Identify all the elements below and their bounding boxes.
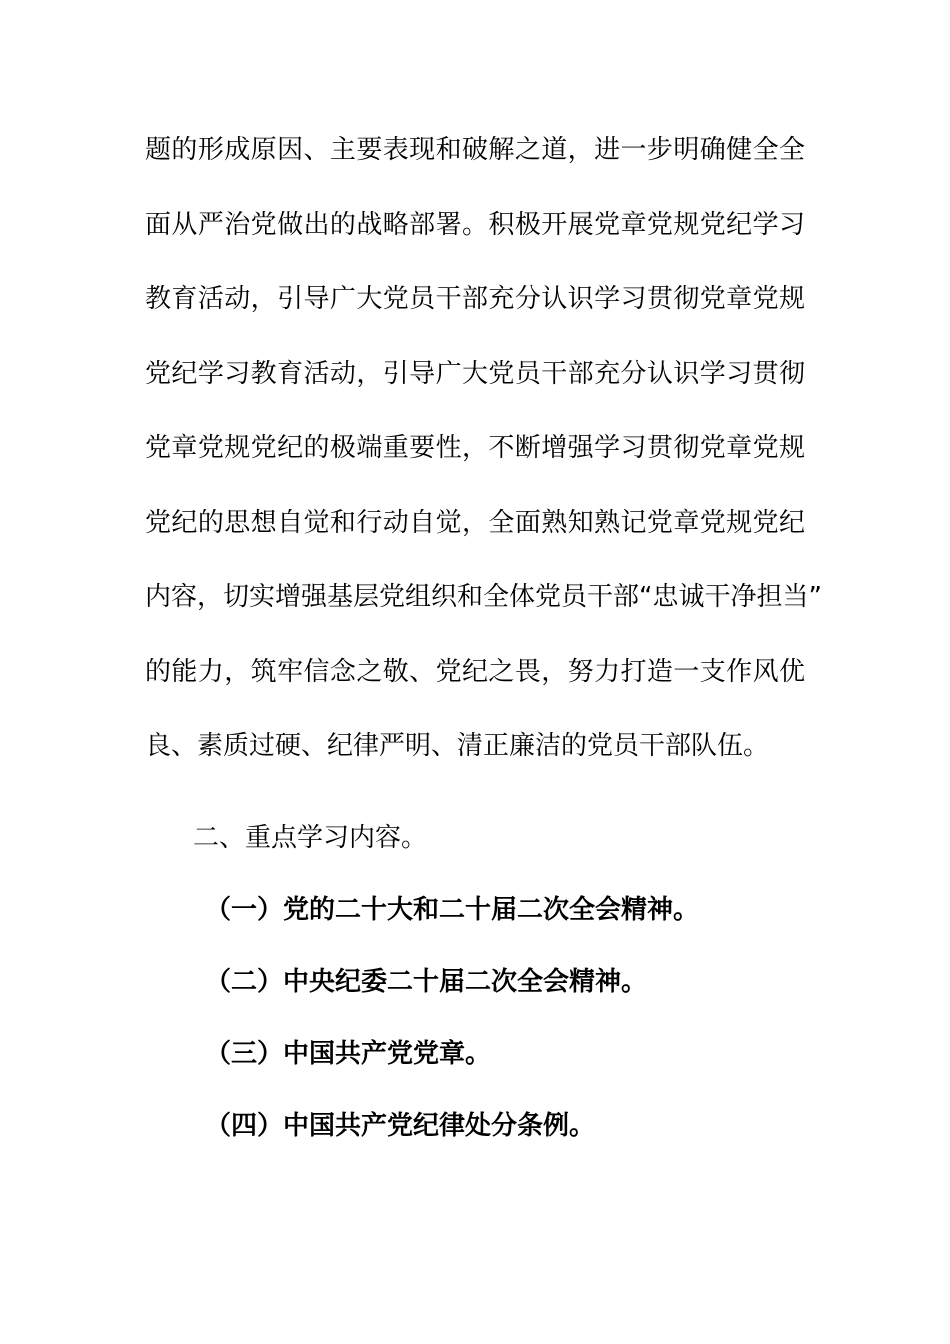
- paragraph-line: 党纪的思想自觉和行动自觉，全面熟知熟记党章党规党纪: [145, 508, 805, 538]
- paragraph-line-last: 良、素质过硬、纪律严明、清正廉洁的党员干部队伍。: [145, 731, 770, 761]
- paragraph-line: 内容，切实增强基层党组织和全体党员干部“忠诚干净担当”: [145, 582, 822, 612]
- paragraph-line: 题的形成原因、主要表现和破解之道，进一步明确健全全: [145, 135, 805, 165]
- paragraph-line: 的能力，筑牢信念之敬、党纪之畏，努力打造一支作风优: [145, 657, 805, 687]
- paragraph-line: 党章党规党纪的极端重要性，不断增强学习贯彻党章党规: [145, 433, 805, 463]
- paragraph-line: 面从严治党做出的战略部署。积极开展党章党规党纪学习: [145, 210, 805, 240]
- list-item: （二）中央纪委二十届二次全会精神。: [205, 967, 648, 997]
- list-item: （四）中国共产党纪律处分条例。: [205, 1111, 596, 1141]
- list-item: （一）党的二十大和二十届二次全会精神。: [205, 895, 700, 925]
- paragraph-line: 党纪学习教育活动，引导广大党员干部充分认识学习贯彻: [145, 359, 805, 389]
- section-heading: 二、重点学习内容。: [193, 823, 428, 853]
- list-item: （三）中国共产党党章。: [205, 1039, 492, 1069]
- paragraph-line: 教育活动，引导广大党员干部充分认识学习贯彻党章党规: [145, 284, 805, 314]
